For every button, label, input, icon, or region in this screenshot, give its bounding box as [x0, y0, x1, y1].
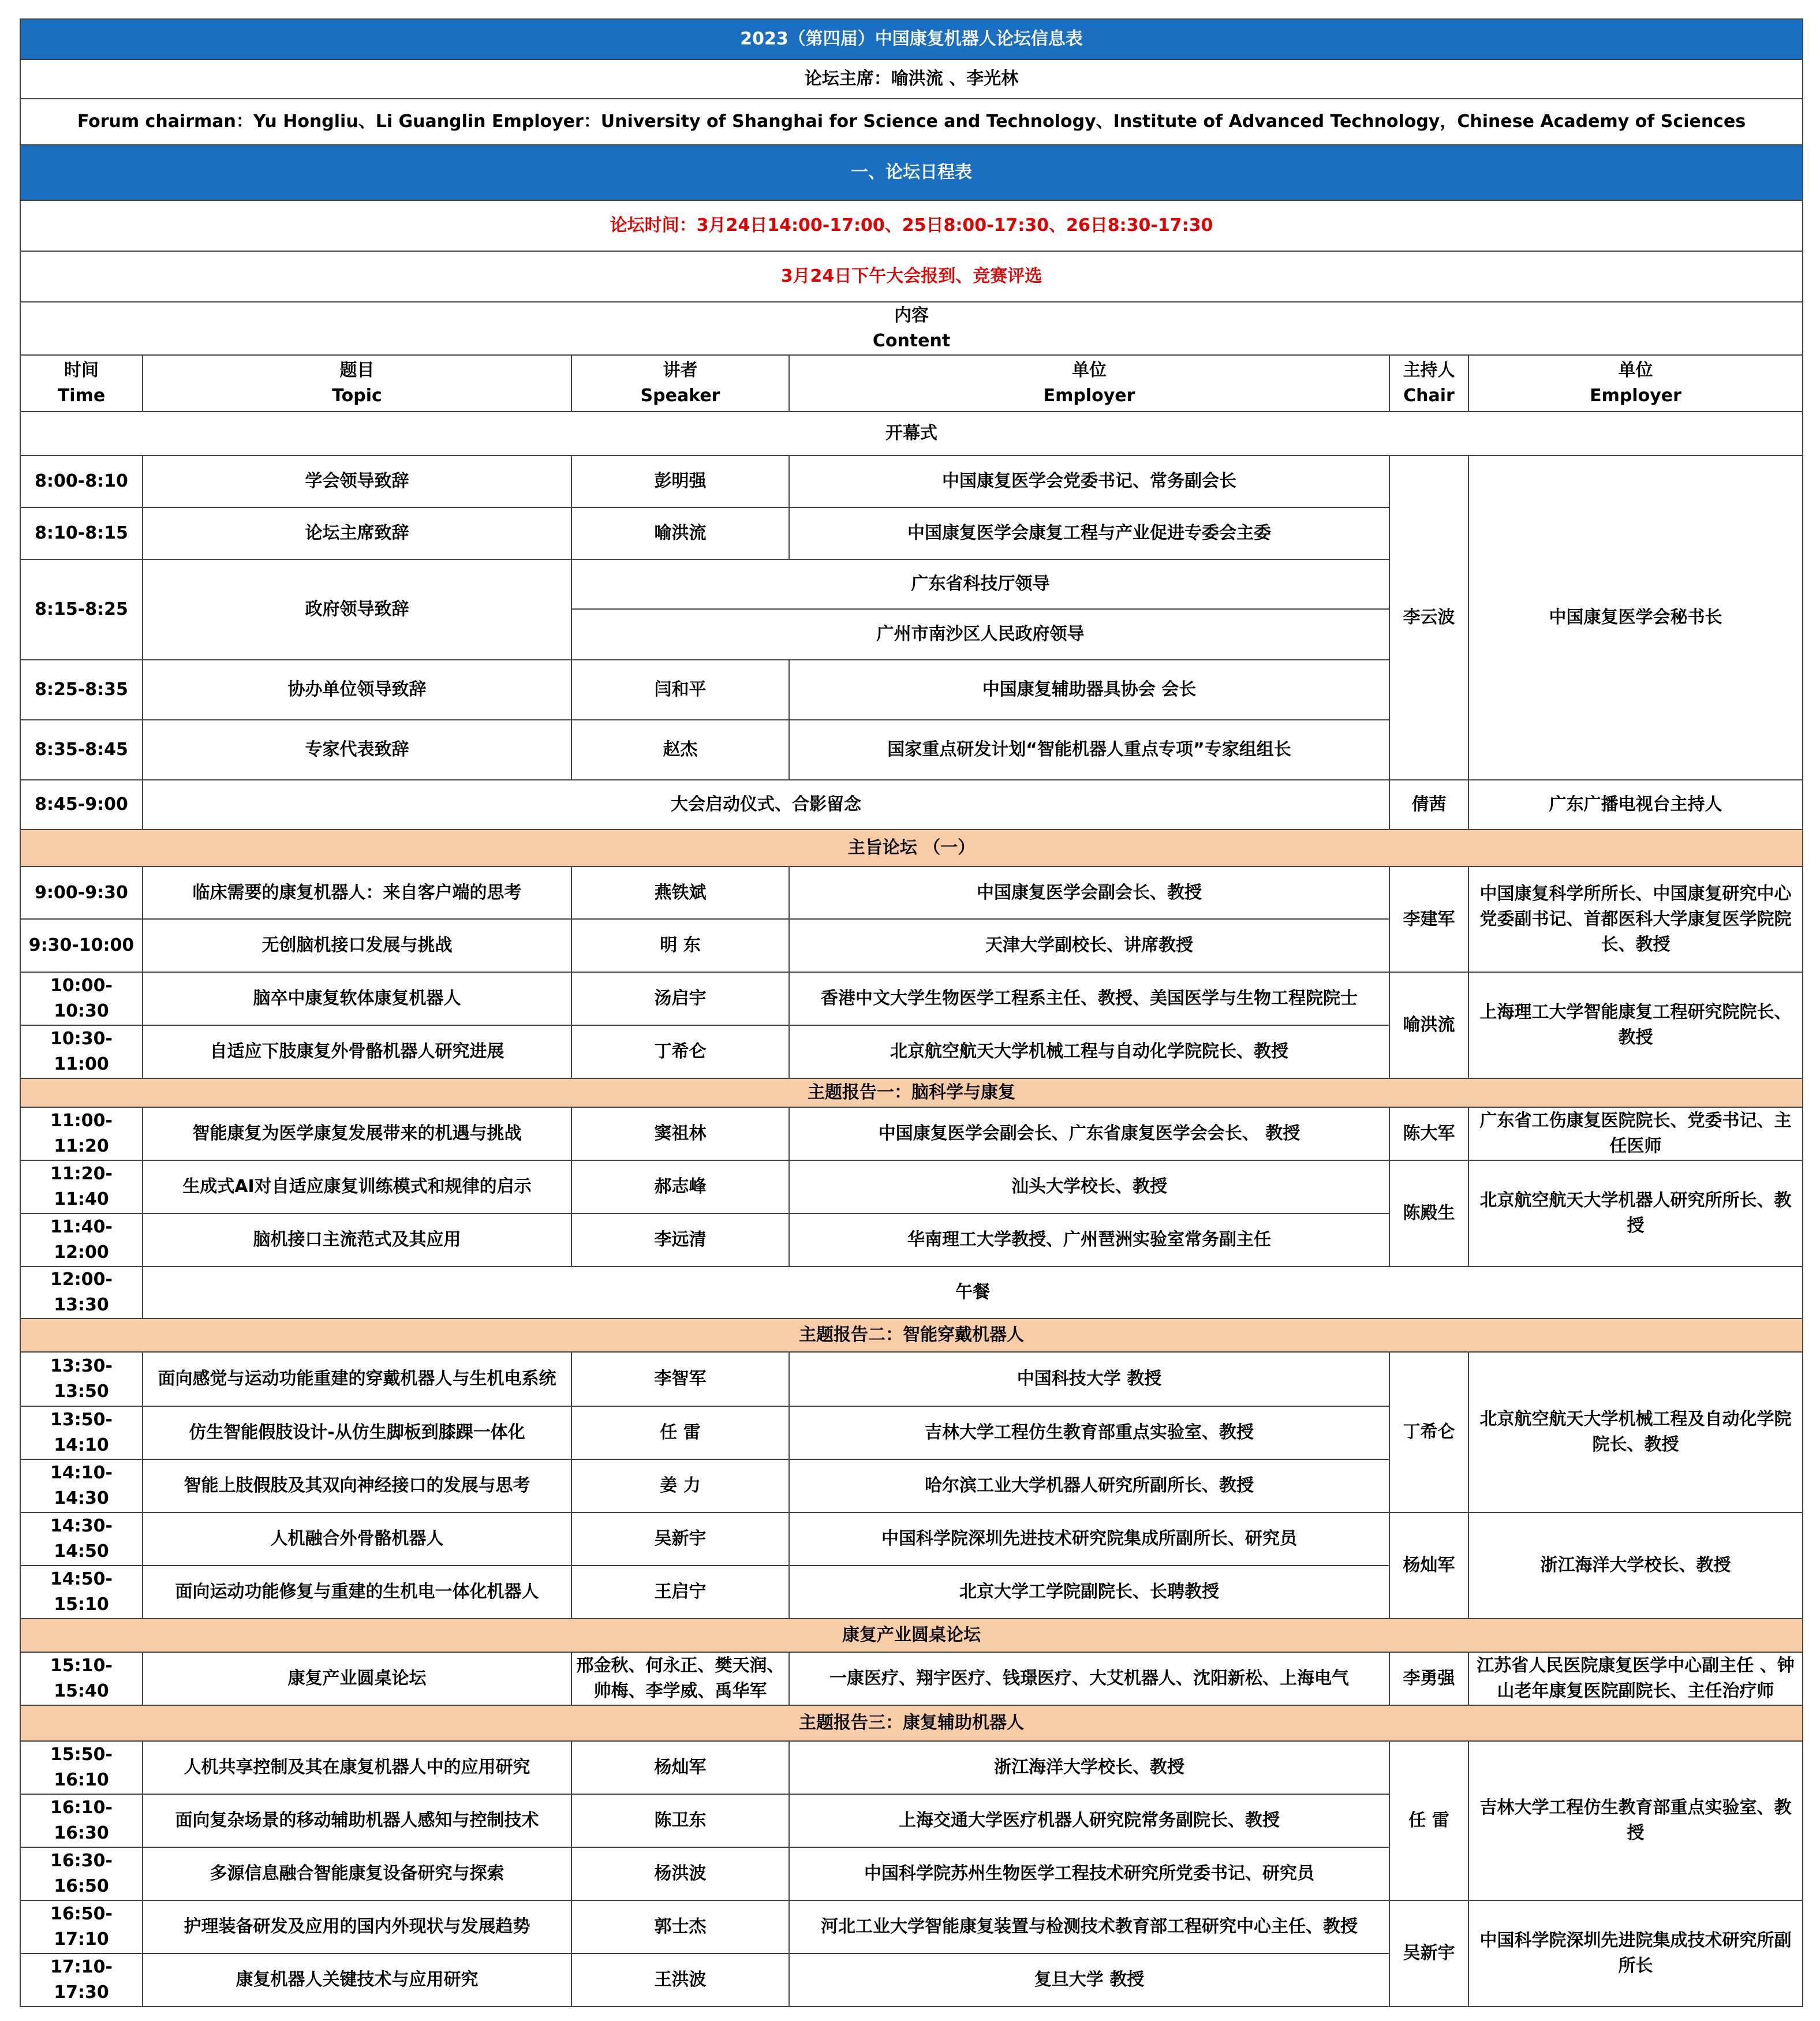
col-header-speaker: 讲者 Speaker	[571, 355, 789, 412]
employer-cell: 北京航空航天大学机械工程与自动化学院院长、教授	[789, 1025, 1389, 1078]
section-keynote: 主旨论坛 （一）	[20, 830, 1803, 866]
section-theme-3: 主题报告三：康复辅助机器人	[20, 1705, 1803, 1741]
table-row	[20, 1352, 1803, 1406]
col-header-time: 时间 Time	[20, 355, 143, 412]
employer-cell: 中国康复辅助器具协会 会长	[789, 660, 1389, 720]
table-row	[20, 972, 1803, 1025]
chair-employer-cell: 北京航空航天大学机器人研究所所长、教授	[1468, 1160, 1803, 1267]
speaker-cell: 汤启宇	[571, 972, 789, 1025]
content-header-en: Content	[872, 331, 951, 351]
topic-cell: 仿生智能假肢设计-从仿生脚板到膝踝一体化	[143, 1406, 571, 1459]
speaker-cell: 王启宁	[571, 1566, 789, 1619]
forum-schedule-table	[20, 18, 1803, 2007]
chair-cell: 倩茜	[1389, 780, 1468, 830]
time-cell: 8:45-9:00	[20, 780, 143, 830]
topic-cell: 人机共享控制及其在康复机器人中的应用研究	[143, 1741, 571, 1794]
time-cell: 13:30-13:50	[20, 1352, 143, 1406]
topic-cell: 面向感觉与运动功能重建的穿戴机器人与生机电系统	[143, 1352, 571, 1406]
time-cell: 16:50-17:10	[20, 1900, 143, 1953]
table-row	[20, 1160, 1803, 1213]
employer-cell: 中国康复医学会副会长、广东省康复医学会会长、 教授	[789, 1107, 1389, 1160]
table-row	[20, 1741, 1803, 1794]
employer-cell: 国家重点研发计划“智能机器人重点专项”专家组组长	[789, 720, 1389, 780]
employer-cell: 中国康复医学会康复工程与产业促进专委会主委	[789, 507, 1389, 559]
employer-cell: 复旦大学 教授	[789, 1953, 1389, 2007]
topic-cell: 人机融合外骨骼机器人	[143, 1512, 571, 1566]
speaker-cell: 杨灿军	[571, 1741, 789, 1794]
speaker-cell: 丁希仑	[571, 1025, 789, 1078]
table-row	[20, 1267, 1803, 1318]
time-cell: 15:50-16:10	[20, 1741, 143, 1794]
employer-cell: 汕头大学校长、教授	[789, 1160, 1389, 1213]
employer-cell: 中国科技大学 教授	[789, 1352, 1389, 1406]
time-cell: 16:10-16:30	[20, 1794, 143, 1847]
content-header-cn: 内容	[894, 305, 929, 326]
time-cell: 17:10-17:30	[20, 1953, 143, 2007]
speaker-cell: 燕铁斌	[571, 866, 789, 919]
employer-cell: 中国科学院深圳先进技术研究院集成所副所长、研究员	[789, 1512, 1389, 1566]
section-roundtable: 康复产业圆桌论坛	[20, 1619, 1803, 1652]
speaker-cell: 郝志峰	[571, 1160, 789, 1213]
opening-ceremony-label: 开幕式	[20, 412, 1803, 455]
topic-cell: 大会启动仪式、合影留念	[143, 780, 1389, 830]
employer-cell: 河北工业大学智能康复装置与检测技术教育部工程研究中心主任、教授	[789, 1900, 1389, 1953]
speaker-cell: 邢金秋、何永正、樊天润、帅梅、李学威、禹华军	[571, 1652, 789, 1705]
employer-cell: 广东省科技厅领导	[571, 559, 1389, 609]
time-cell: 15:10-15:40	[20, 1652, 143, 1705]
time-cell: 8:35-8:45	[20, 720, 143, 780]
employer-cell: 浙江海洋大学校长、教授	[789, 1741, 1389, 1794]
employer-cell: 哈尔滨工业大学机器人研究所副所长、教授	[789, 1459, 1389, 1512]
time-cell: 11:20-11:40	[20, 1160, 143, 1213]
registration-notice: 3月24日下午大会报到、竞赛评选	[20, 251, 1803, 302]
chair-cell: 李云波	[1389, 455, 1468, 780]
col-header-topic: 题目 Topic	[143, 355, 571, 412]
topic-cell: 自适应下肢康复外骨骼机器人研究进展	[143, 1025, 571, 1078]
speaker-cell: 任 雷	[571, 1406, 789, 1459]
topic-cell: 无创脑机接口发展与挑战	[143, 919, 571, 972]
employer-cell: 一康医疗、翔宇医疗、钱璟医疗、大艾机器人、沈阳新松、上海电气	[789, 1652, 1389, 1705]
speaker-cell: 李远清	[571, 1213, 789, 1267]
speaker-cell: 吴新宇	[571, 1512, 789, 1566]
time-cell: 10:00-10:30	[20, 972, 143, 1025]
topic-cell: 多源信息融合智能康复设备研究与探索	[143, 1847, 571, 1900]
employer-cell: 中国康复医学会党委书记、常务副会长	[789, 455, 1389, 507]
table-row	[20, 866, 1803, 919]
chair-cell: 任 雷	[1389, 1741, 1468, 1900]
table-row	[20, 780, 1803, 830]
section-theme-2: 主题报告二：智能穿戴机器人	[20, 1318, 1803, 1352]
chair-employer-cell: 广东省工伤康复医院院长、党委书记、主任医师	[1468, 1107, 1803, 1160]
time-cell: 14:50-15:10	[20, 1566, 143, 1619]
topic-cell: 生成式AI对自适应康复训练模式和规律的启示	[143, 1160, 571, 1213]
table-row	[20, 1512, 1803, 1566]
speaker-cell: 李智军	[571, 1352, 789, 1406]
time-cell: 8:25-8:35	[20, 660, 143, 720]
table-row	[20, 1652, 1803, 1705]
chair-employer-cell: 中国康复医学会秘书长	[1468, 455, 1803, 780]
chair-employer-cell: 广东广播电视台主持人	[1468, 780, 1803, 830]
speaker-cell: 闫和平	[571, 660, 789, 720]
forum-time: 论坛时间：3月24日14:00-17:00、25日8:00-17:30、26日8:30-17:30	[20, 200, 1803, 251]
topic-cell: 面向复杂场景的移动辅助机器人感知与控制技术	[143, 1794, 571, 1847]
speaker-cell: 明 东	[571, 919, 789, 972]
chair-cell: 陈殿生	[1389, 1160, 1468, 1267]
topic-cell: 护理装备研发及应用的国内外现状与发展趋势	[143, 1900, 571, 1953]
chair-cell: 吴新宇	[1389, 1900, 1468, 2007]
time-cell: 16:30-16:50	[20, 1847, 143, 1900]
chair-employer-cell: 中国科学院深圳先进院集成技术研究所副所长	[1468, 1900, 1803, 2007]
chair-cell: 李勇强	[1389, 1652, 1468, 1705]
time-cell: 8:00-8:10	[20, 455, 143, 507]
speaker-cell: 陈卫东	[571, 1794, 789, 1847]
employer-cell: 吉林大学工程仿生教育部重点实验室、教授	[789, 1406, 1389, 1459]
chair-cell: 丁希仑	[1389, 1352, 1468, 1512]
topic-cell: 面向运动功能修复与重建的生机电一体化机器人	[143, 1566, 571, 1619]
table-row	[20, 1900, 1803, 1953]
time-cell: 8:15-8:25	[20, 559, 143, 660]
topic-cell: 脑机接口主流范式及其应用	[143, 1213, 571, 1267]
speaker-cell: 杨洪波	[571, 1847, 789, 1900]
col-header-chair-employer: 单位 Employer	[1468, 355, 1803, 412]
page-title: 2023（第四届）中国康复机器人论坛信息表	[20, 19, 1803, 59]
chair-employer-cell: 吉林大学工程仿生教育部重点实验室、教授	[1468, 1741, 1803, 1900]
speaker-cell: 喻洪流	[571, 507, 789, 559]
topic-cell: 政府领导致辞	[143, 559, 571, 660]
table-row	[20, 1107, 1803, 1160]
chair-cell: 陈大军	[1389, 1107, 1468, 1160]
speaker-cell: 窦祖林	[571, 1107, 789, 1160]
time-cell: 9:30-10:00	[20, 919, 143, 972]
content-header	[20, 302, 1803, 355]
employer-cell: 中国康复医学会副会长、教授	[789, 866, 1389, 919]
topic-cell: 智能康复为医学康复发展带来的机遇与挑战	[143, 1107, 571, 1160]
employer-cell: 北京大学工学院副院长、长聘教授	[789, 1566, 1389, 1619]
topic-cell: 康复产业圆桌论坛	[143, 1652, 571, 1705]
speaker-cell: 王洪波	[571, 1953, 789, 2007]
speaker-cell: 姜 力	[571, 1459, 789, 1512]
chair-employer-cell: 浙江海洋大学校长、教授	[1468, 1512, 1803, 1619]
chair-employer-cell: 上海理工大学智能康复工程研究院院长、教授	[1468, 972, 1803, 1078]
topic-cell: 临床需要的康复机器人：来自客户端的思考	[143, 866, 571, 919]
time-cell: 10:30-11:00	[20, 1025, 143, 1078]
section-theme-1: 主题报告一：脑科学与康复	[20, 1078, 1803, 1107]
chair-cell: 喻洪流	[1389, 972, 1468, 1078]
chair-employer-cell: 北京航空航天大学机械工程及自动化学院院长、教授	[1468, 1352, 1803, 1512]
speaker-cell: 赵杰	[571, 720, 789, 780]
chair-employer-cell: 中国康复科学所所长、中国康复研究中心党委副书记、首都医科大学康复医学院院长、教授	[1468, 866, 1803, 972]
lunch-cell: 午餐	[143, 1267, 1803, 1318]
time-cell: 12:00-13:30	[20, 1267, 143, 1318]
time-cell: 11:00-11:20	[20, 1107, 143, 1160]
chairs-en: Forum chairman：Yu Hongliu、Li Guanglin Employer：University of Shanghai for Science and Technology、Institute of Advanced Technology，Chinese Academy of Sciences	[20, 99, 1803, 145]
time-cell: 8:10-8:15	[20, 507, 143, 559]
chair-cell: 杨灿军	[1389, 1512, 1468, 1619]
time-cell: 14:10-14:30	[20, 1459, 143, 1512]
topic-cell: 学会领导致辞	[143, 455, 571, 507]
topic-cell: 脑卒中康复软体康复机器人	[143, 972, 571, 1025]
col-header-employer: 单位 Employer	[789, 355, 1389, 412]
employer-cell: 中国科学院苏州生物医学工程技术研究所党委书记、研究员	[789, 1847, 1389, 1900]
time-cell: 11:40-12:00	[20, 1213, 143, 1267]
topic-cell: 协办单位领导致辞	[143, 660, 571, 720]
employer-cell: 香港中文大学生物医学工程系主任、教授、美国医学与生物工程院院士	[789, 972, 1389, 1025]
employer-cell: 上海交通大学医疗机器人研究院常务副院长、教授	[789, 1794, 1389, 1847]
employer-cell: 广州市南沙区人民政府领导	[571, 609, 1389, 660]
topic-cell: 专家代表致辞	[143, 720, 571, 780]
chair-employer-cell: 江苏省人民医院康复医学中心副主任 、钟山老年康复医院副院长、主任治疗师	[1468, 1652, 1803, 1705]
employer-cell: 华南理工大学教授、广州琶洲实验室常务副主任	[789, 1213, 1389, 1267]
topic-cell: 智能上肢假肢及其双向神经接口的发展与思考	[143, 1459, 571, 1512]
col-header-chair: 主持人 Chair	[1389, 355, 1468, 412]
table-row	[20, 455, 1803, 507]
time-cell: 9:00-9:30	[20, 866, 143, 919]
speaker-cell: 彭明强	[571, 455, 789, 507]
topic-cell: 论坛主席致辞	[143, 507, 571, 559]
topic-cell: 康复机器人关键技术与应用研究	[143, 1953, 571, 2007]
employer-cell: 天津大学副校长、讲席教授	[789, 919, 1389, 972]
speaker-cell: 郭士杰	[571, 1900, 789, 1953]
section-title: 一、论坛日程表	[20, 145, 1803, 200]
chairs-cn: 论坛主席：喻洪流 、李光林	[20, 59, 1803, 99]
chair-cell: 李建军	[1389, 866, 1468, 972]
time-cell: 14:30-14:50	[20, 1512, 143, 1566]
time-cell: 13:50-14:10	[20, 1406, 143, 1459]
